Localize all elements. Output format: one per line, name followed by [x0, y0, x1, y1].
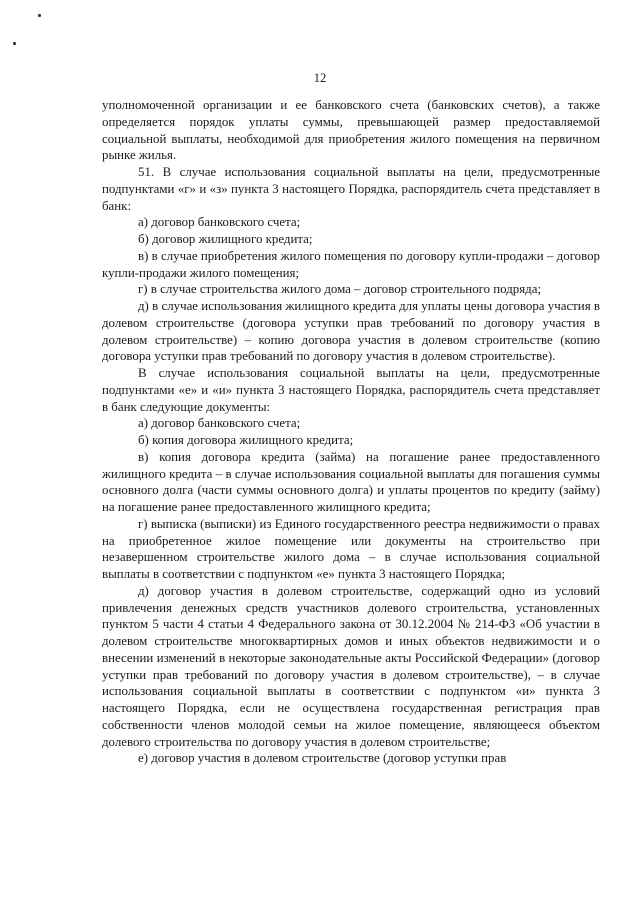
page-number: 12	[313, 71, 327, 85]
list-item: а) договор банковского счета;	[138, 215, 301, 230]
list-item: в) копия договора кредита (займа) на погашение ранее предоставленного жилищного кредита – в случае использования социальной выплаты для погашения суммы основного долга (части суммы основного долга) и уплаты процентов по кредиту (займу) на погашение ранее предоставленного жилищного кредита;	[102, 449, 600, 514]
paragraph: В случае использования социальной выплаты на цели, предусмотренные подпунктами «е» и «и» пункта 3 настоящего Порядка, распорядитель счета представляет в банк следующие документы:	[102, 366, 600, 414]
paragraph: уполномоченной организации и ее банковского счета (банковских счетов), а также определяется порядок уплаты суммы, превышающей размер предоставляемой социальной выплаты, необходимой для приобретения жилого помещения на первичном рынке жилья.	[102, 98, 600, 163]
document-body	[102, 97, 600, 767]
list-item: д) в случае использования жилищного кредита для уплаты цены договора участия в долевом строительстве (договора уступки прав требований по договору участия в долевом строительстве) – копию договора участия в долевом строительстве (копию договора уступки прав требований по договору участия в долевом строительстве).	[102, 299, 600, 364]
paragraph: 51. В случае использования социальной выплаты на цели, предусмотренные подпунктами «г» и «з» пункта 3 настоящего Порядка, распорядитель счета представляет в банк:	[102, 165, 600, 213]
scan-speck	[38, 14, 41, 17]
list-item: г) в случае строительства жилого дома – договор строительного подряда;	[138, 282, 542, 297]
list-item: а) договор банковского счета;	[138, 416, 301, 431]
list-item: г) выписка (выписки) из Единого государственного реестра недвижимости о правах на приобретенное жилое помещение или документы на строительство при незавершенном строительстве жилого дома – в случае использования социальной выплаты в соответствии с подпунктом «е» пункта 3 настоящего Порядка;	[102, 516, 600, 581]
list-item: б) копия договора жилищного кредита;	[138, 433, 354, 447]
list-item: б) договор жилищного кредита;	[138, 232, 313, 246]
list-item: д) договор участия в долевом строительстве, содержащий одно из условий привлечения денежных средств участников долевого строительства, установленных пунктом 5 части 4 статьи 4 Федерального закона от 30.12.2004 № 214-ФЗ «Об участии в долевом строительстве многоквартирных домов и иных объектов недвижимости и о внесении изменений в некоторые законодательные акты Российской Федерации» (договор уступки прав требований по договору участия в долевом строительстве), – в случае использования социальной выплаты в соответствии с подпунктом «и» пункта 3 настоящего Порядка, если не осуществлена государственная регистрация прав собственности членов молодой семьи на жилое помещение, являющееся объектом долевого строительства по договору участия в долевом строительстве;	[102, 583, 600, 749]
scan-speck	[13, 42, 16, 45]
list-item: в) в случае приобретения жилого помещения по договору купли-продажи – договор купли-продажи жилого помещения;	[102, 248, 600, 280]
list-item: е) договор участия в долевом строительстве (договор уступки прав	[138, 751, 507, 766]
